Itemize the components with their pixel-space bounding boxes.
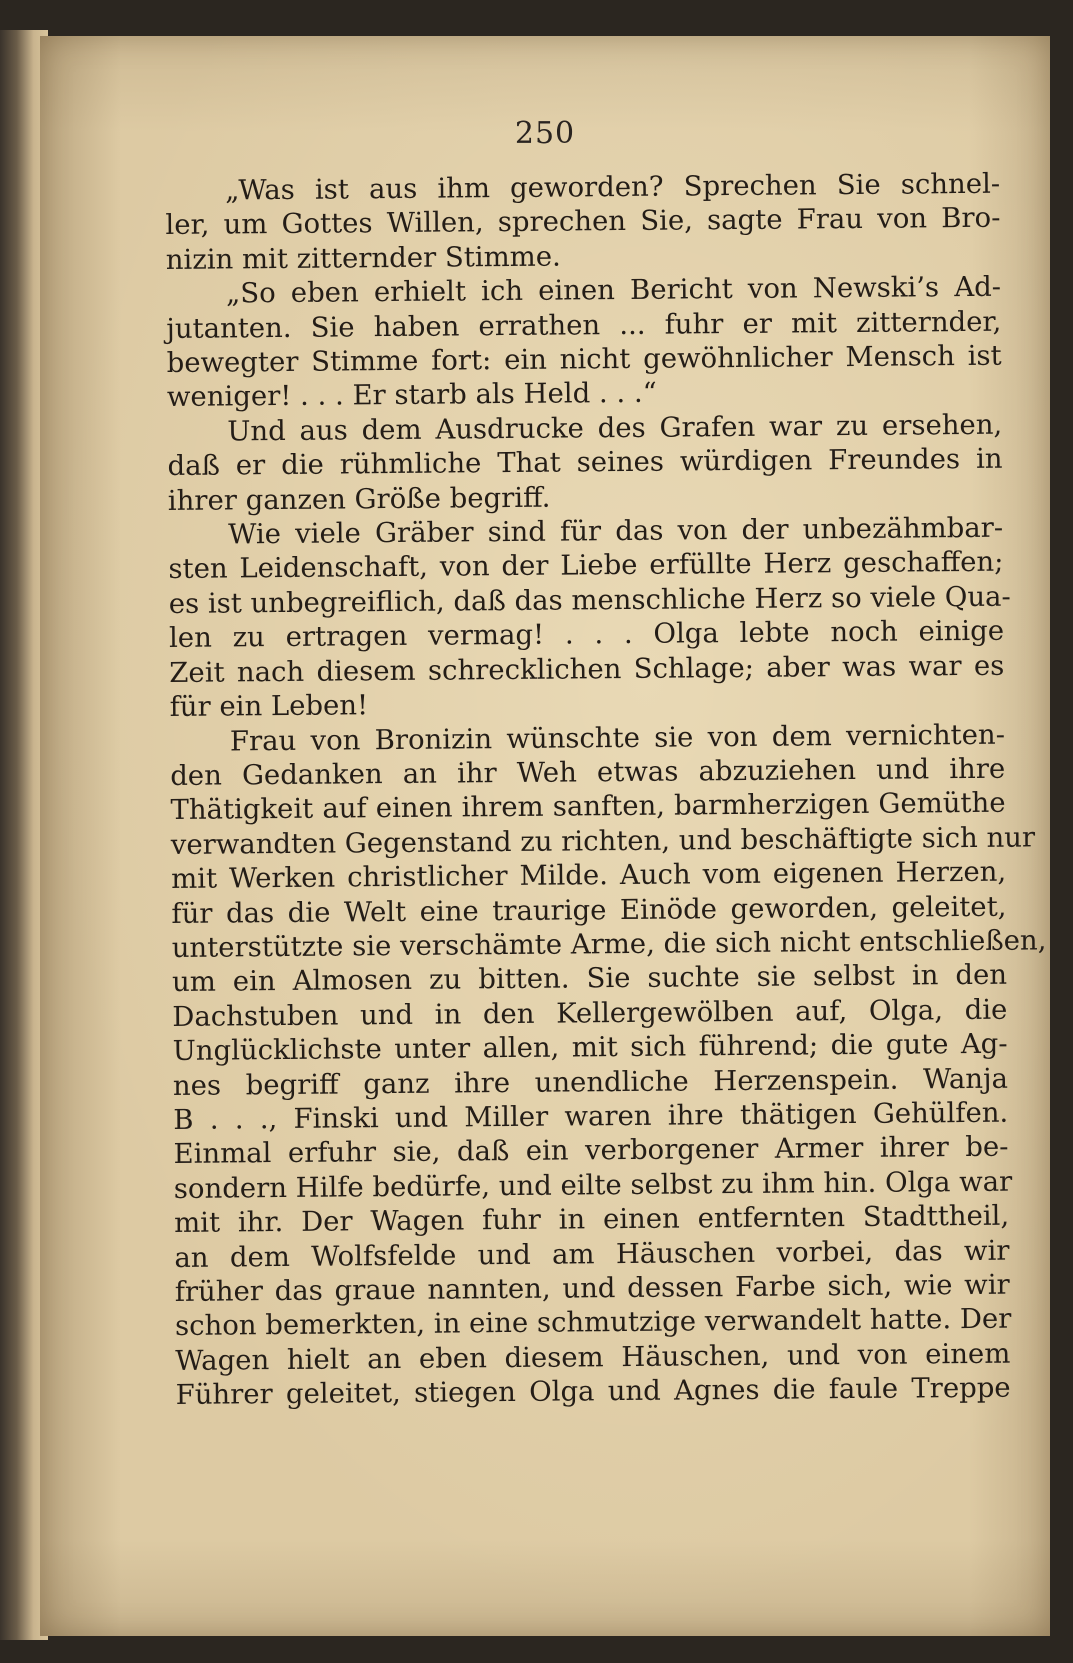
- text-line: sondern Hilfe bedürfe, und eilte selbst zu ihm hin. Olga war: [173, 1165, 1013, 1205]
- text-line: früher das graue nannten, und dessen Farbe sich, wie wir: [174, 1268, 1010, 1308]
- text-line: bewegter Stimme fort: ein nicht gewöhnlicher Mensch ist: [166, 339, 1002, 380]
- text-line: mit ihr. Der Wagen fuhr in einen entfernten Stadttheil,: [174, 1199, 1010, 1240]
- text-line: weniger! . . . Er starb als Held . . .“: [166, 377, 657, 414]
- text-line: Wagen hielt an eben diesem Häuschen, und von einem: [175, 1337, 1011, 1377]
- text-line: „So eben erhielt ich einen Bericht von Newski’s Ad-: [225, 270, 1002, 310]
- text-line: jutanten. Sie haben errathen ... fuhr er mit zitternder,: [166, 305, 1002, 345]
- text-line: Zeit nach diesem schrecklichen Schlage; aber was war es: [169, 649, 1005, 689]
- book-page: [40, 36, 1050, 1636]
- page-number: 250: [514, 116, 576, 151]
- text-line: an dem Wolfsfelde und am Häuschen vorbei, das wir: [174, 1234, 1010, 1274]
- text-line: Einmal erfuhr sie, daß ein verborgener Armer ihrer be-: [173, 1131, 1009, 1171]
- text-line: ler, um Gottes Willen, sprechen Sie, sagte Frau von Bro-: [165, 202, 1001, 242]
- text-line: Thätigkeit auf einen ihrem sanften, barmherzigen Gemüthe: [170, 787, 1006, 827]
- text-line: Wie viele Gräber sind für das von der unbezähmbar-: [228, 511, 1004, 551]
- text-line: sten Leidenschaft, von der Liebe erfüllte Herz geschaffen;: [168, 546, 1004, 586]
- text-line: unterstützte sie verschämte Arme, die sich nicht entschließen,: [171, 924, 1047, 964]
- text-line: daß er die rühmliche That seines würdigen Freundes in: [167, 442, 1003, 483]
- text-line: für ein Leben!: [169, 689, 369, 724]
- text-line: „Was ist aus ihm geworden? Sprechen Sie schnel-: [225, 167, 1001, 207]
- text-line: Unglücklichste unter allen, mit sich führend; die gute Ag-: [172, 1027, 1008, 1068]
- text-line: für das die Welt eine traurige Einöde geworden, geleitet,: [171, 890, 1007, 930]
- body-text: [165, 167, 1047, 1413]
- text-line: nes begriff ganz ihre unendliche Herzenspein. Wanja: [172, 1062, 1009, 1102]
- text-line: es ist unbegreiflich, daß das menschliche Herz so viele Qua-: [168, 580, 1011, 620]
- text-line: Dachstuben und in den Kellergewölben auf, Olga, die: [172, 993, 1008, 1033]
- text-line: ihrer ganzen Größe begriff.: [167, 481, 551, 517]
- text-line: B . . ., Finski und Miller waren ihre thätigen Gehülfen.: [173, 1096, 1009, 1136]
- text-line: Frau von Bronizin wünschte sie von dem vernichten-: [229, 718, 1006, 757]
- text-line: len zu ertragen vermag! . . . Olga lebte noch einige: [168, 614, 1005, 655]
- text-line: schon bemerkten, in eine schmutzige verwandelt hatte. Der: [174, 1303, 1012, 1343]
- text-line: um ein Almosen zu bitten. Sie suchte sie selbst in den: [171, 959, 1008, 999]
- text-line: verwandten Gegenstand zu richten, und beschäftigte sich nur: [170, 821, 1036, 861]
- text-line: nizin mit zitternder Stimme.: [165, 240, 561, 276]
- text-line: Und aus dem Ausdrucke des Grafen war zu ersehen,: [227, 408, 1003, 448]
- text-line: den Gedanken an ihr Weh etwas abzuziehen und ihre: [170, 752, 1006, 792]
- text-line: Führer geleitet, stiegen Olga und Agnes die faule Treppe: [175, 1371, 1011, 1412]
- text-line: mit Werken christlicher Milde. Auch vom eigenen Herzen,: [171, 855, 1007, 896]
